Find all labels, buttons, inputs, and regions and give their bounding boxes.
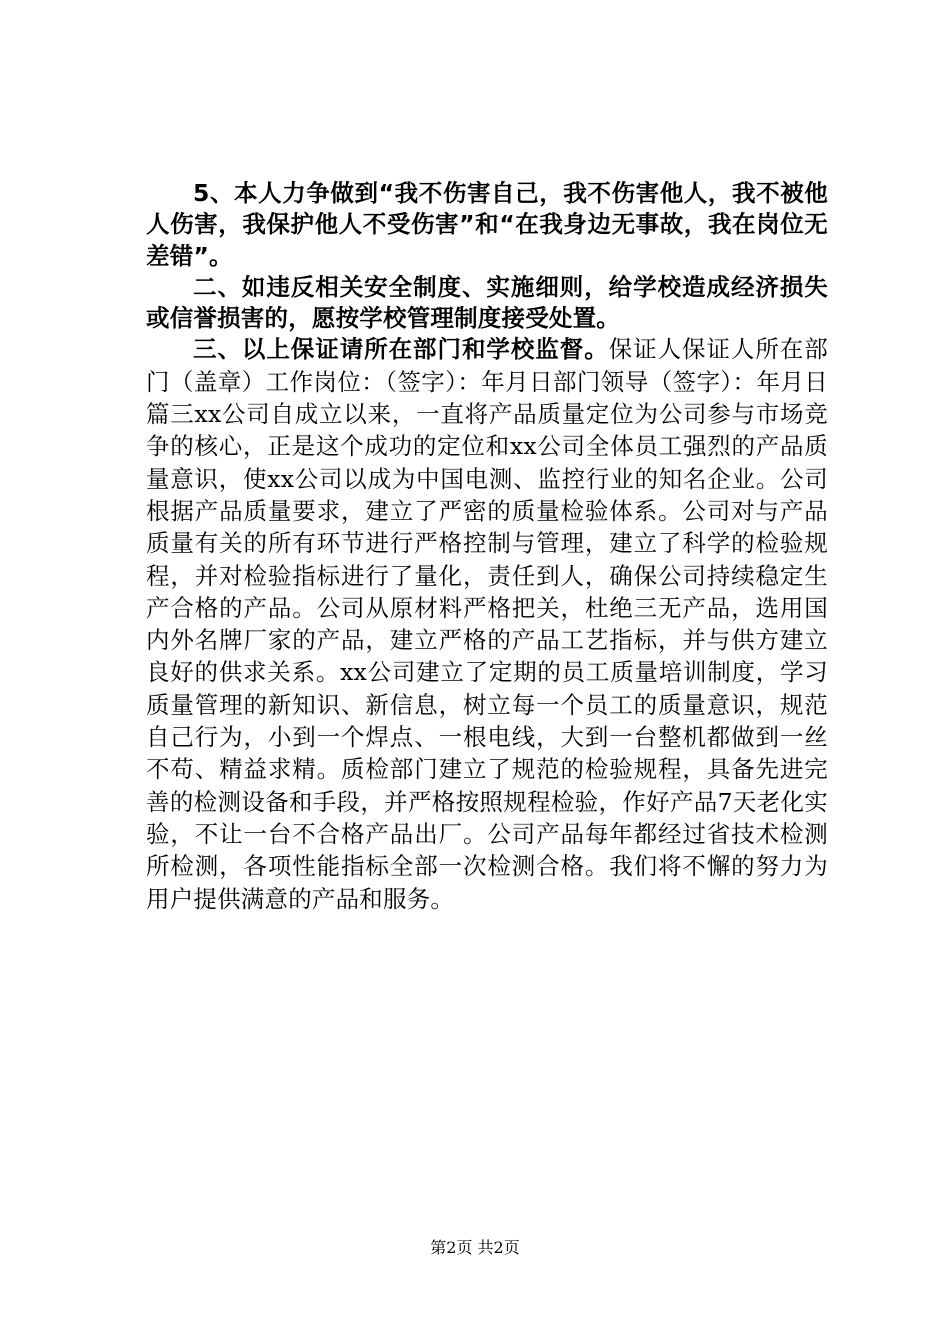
paragraph-item-5: 5、本人力争做到“我不伤害自己，我不伤害他人，我不被他人伤害，我保护他人不受伤害”和“在我身边无事故，我在岗位无差错”。 <box>146 179 828 270</box>
paragraph-item-3-body: 保证人保证人所在部门（盖章）工作岗位：（签字）：年月日部门领导（签字）：年月日篇三xx公司自成立以来，一直将产品质量定位为公司参与市场竞争的核心，正是这个成功的定位和xx公司全体员工强烈的产品质量意识，使xx公司以成为中国电测、监控行业的知名企业。公司根据产品质量要求，建立了严密的质量检验体系。公司对与产品质量有关的所有环节进行严格控制与管理，建立了科学的检验规程，并对检验指标进行了量化，责任到人，确保公司持续稳定生产合格的产品。公司从原材料严格把关，杜绝三无产品，选用国内外名牌厂家的产品，建立严格的产品工艺指标，并与供方建立良好的供求关系。xx公司建立了定期的员工质量培训制度，学习质量管理的新知识、新信息，树立每一个员工的质量意识，规范自己行为，小到一个焊点、一根电线，大到一台整机都做到一丝不苟、精益求精。质检部门建立了规范的检验规程，具备先进完善的检测设备和手段，并严格按照规程检验，作好产品7天老化实验，不让一台不合格产品出厂。公司产品每年都经过省技术检测所检测，各项性能指标全部一次检测合格。我们将不懈的努力为用户提供满意的产品和服务。 <box>146 335 828 913</box>
paragraph-item-2: 二、如违反相关安全制度、实施细则，给学校造成经济损失或信誉损害的，愿按学校管理制度接受处置。 <box>146 272 828 333</box>
paragraph-item-3-heading: 三、以上保证请所在部门和学校监督。 <box>193 335 609 364</box>
page-number-footer: 第2页 共2页 <box>430 1238 520 1257</box>
paragraph-item-3 <box>146 334 828 915</box>
document-body <box>146 178 828 916</box>
